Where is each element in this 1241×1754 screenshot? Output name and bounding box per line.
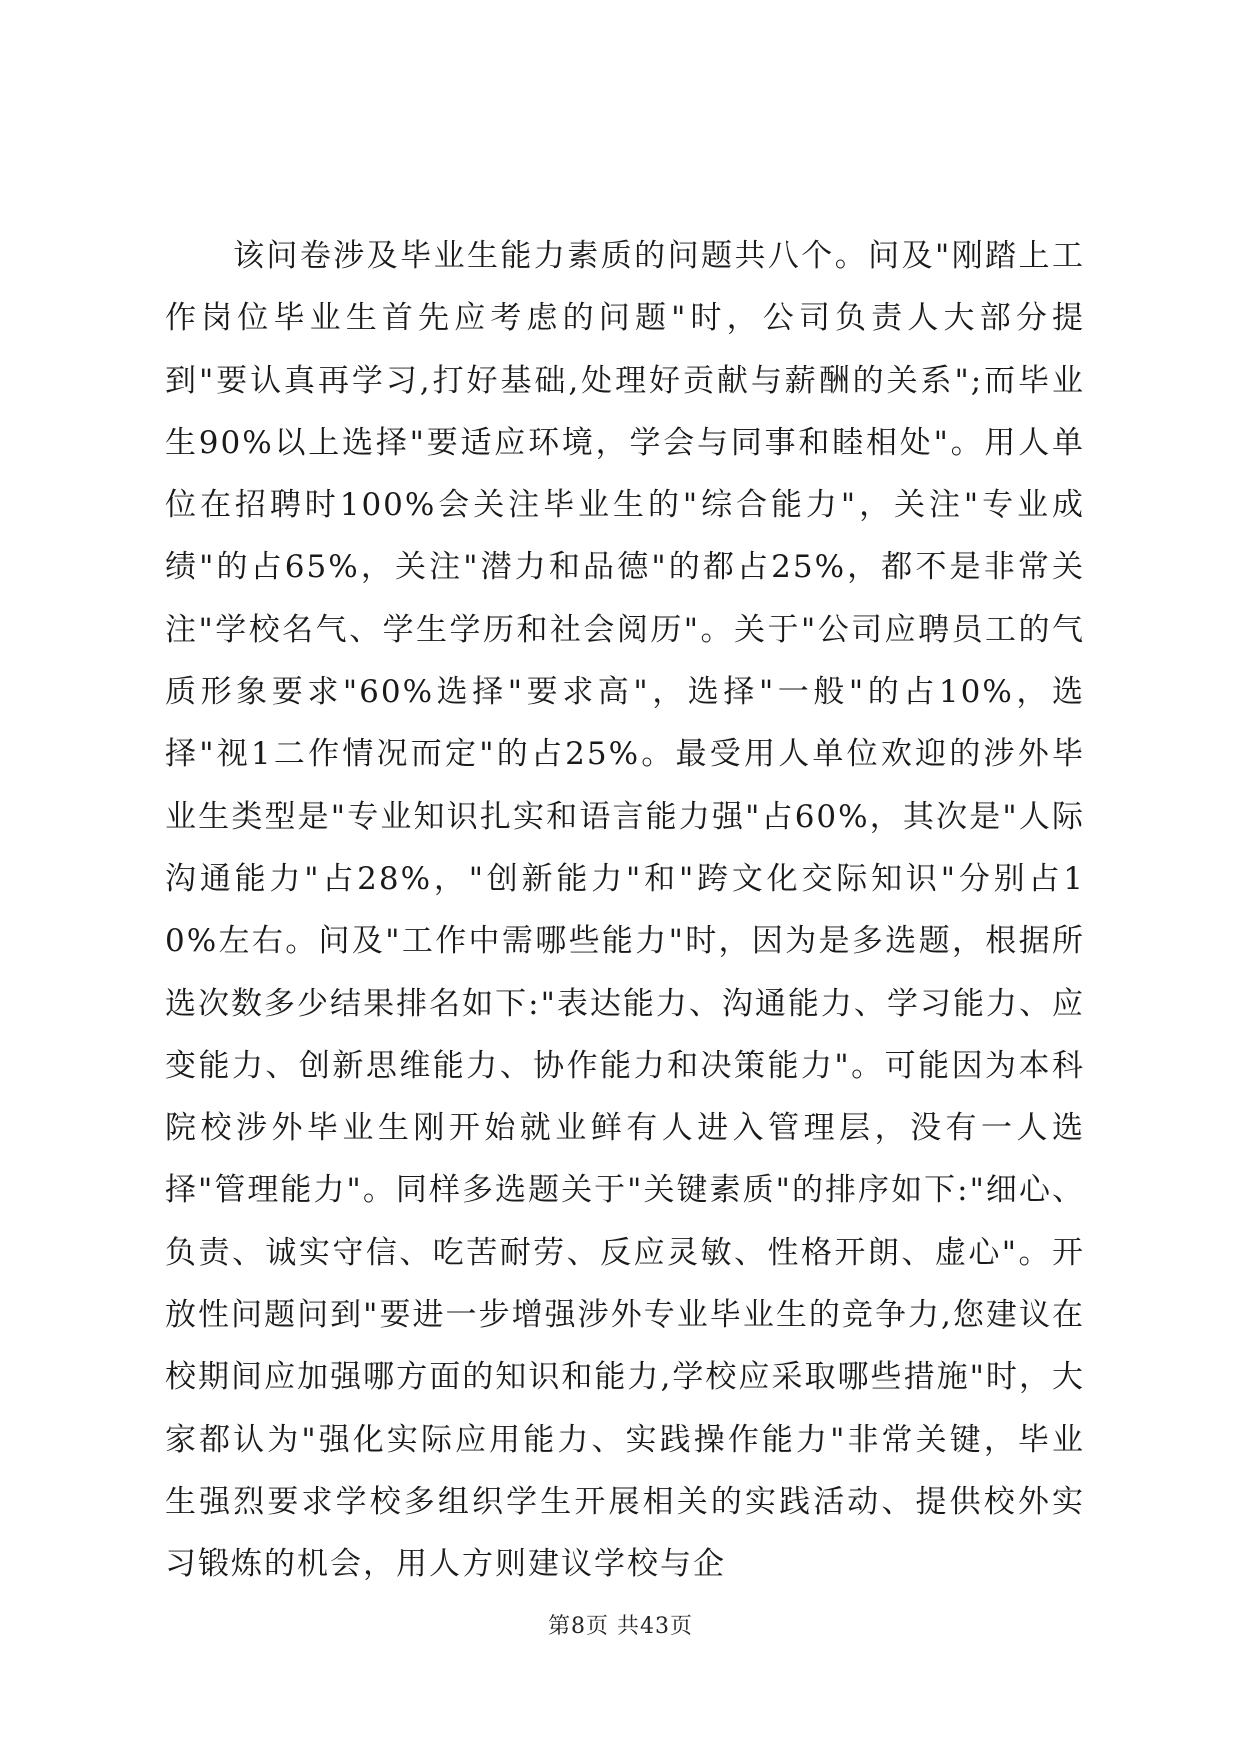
page-number-footer: 第8页 共43页 bbox=[548, 1614, 693, 1639]
body-paragraph: 该问卷涉及毕业生能力素质的问题共八个。问及"刚踏上工作岗位毕业生首先应考虑的问题"时，公司负责人大部分提到"要认真再学习,打好基础,处理好贡献与薪酬的关系";而毕业生90%以上选择"要适应环境，学会与同事和睦相处"。用人单位在招聘时100%会关注毕业生的"综合能力"，关注"专业成绩"的占65%，关注"潜力和品德"的都占25%，都不是非常关注"学校名气、学生学历和社会阅历"。关于"公司应聘员工的气质形象要求"60%选择"要求高"，选择"一般"的占10%，选择"视1二作情况而定"的占25%。最受用人单位欢迎的涉外毕业生类型是"专业知识扎实和语言能力强"占60%，其次是"人际沟通能力"占28%，"创新能力"和"跨文化交际知识"分别占10%左右。问及"工作中需哪些能力"时，因为是多选题，根据所选次数多少结果排名如下:"表达能力、沟通能力、学习能力、应变能力、创新思维能力、协作能力和决策能力"。可能因为本科院校涉外毕业生刚开始就业鲜有人进入管理层，没有一人选择"管理能力"。同样多选题关于"关键素质"的排序如下:"细心、负责、诚实守信、吃苦耐劳、反应灵敏、性格开朗、虚心"。开放性问题问到"要进一步增强涉外专业毕业生的竞争力,您建议在校期间应加强哪方面的知识和能力,学校应采取哪些措施"时，大家都认为"强化实际应用能力、实践操作能力"非常关键，毕业生强烈要求学校多组织学生开展相关的实践活动、提供校外实习锻炼的机会，用人方则建议学校与企 bbox=[165, 238, 1085, 1583]
